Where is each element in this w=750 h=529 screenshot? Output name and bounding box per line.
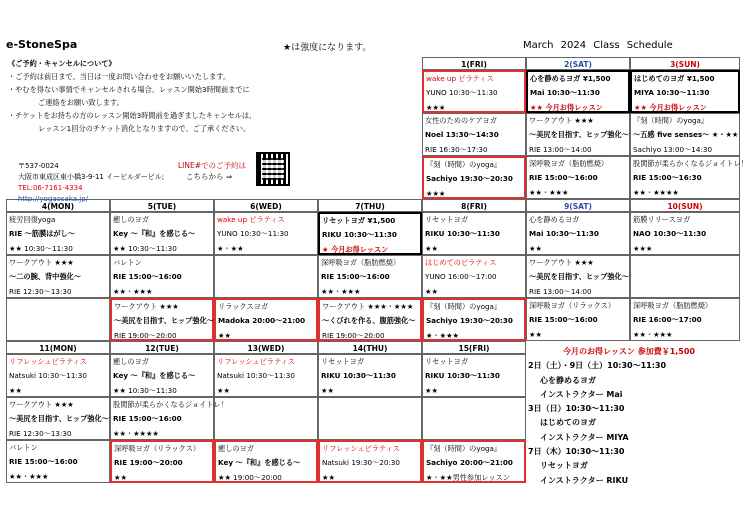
class-line: リセットヨガ ¥1,500 [322, 216, 396, 225]
class-line: 〜美尻を目指す、ヒップ強化〜 [9, 414, 109, 424]
class-line: RIE 15:00〜16:00 [113, 414, 182, 424]
class-line: はじめてのピラティス [425, 258, 497, 267]
zip-code: 〒537-0024 [18, 162, 59, 170]
class-line: Sachiyo 13:00〜14:30 [633, 144, 713, 154]
class-cell[interactable] [110, 397, 228, 440]
info-line: ・やむを得ない事情でキャンセルされる場合、レッスン開始3時間前までに [8, 85, 250, 94]
class-line: ★★ [322, 472, 335, 482]
tel[interactable]: TEL:06-7161-4334 [18, 184, 83, 192]
class-line: 癒しのヨガ [113, 215, 149, 224]
class-line: ★★ [218, 330, 231, 340]
class-line: はじめてのヨガ ¥1,500 [634, 74, 715, 83]
day-header: 13(WED) [214, 341, 318, 354]
class-line: リフレッシュピラティス [9, 357, 87, 366]
class-cell[interactable] [6, 397, 110, 440]
promo-date: 3日（日）10:30〜11:30 [528, 404, 625, 414]
class-line: ★★ 今月お得レッスン [530, 102, 603, 112]
promo-panel [518, 345, 740, 488]
class-cell[interactable] [110, 354, 214, 397]
class-line: 股関節が柔らかくなるジョイトレ！ [113, 400, 228, 409]
class-line: 深呼吸ヨガ（リラックス） [114, 444, 201, 453]
promo-instructor: インストラクター Mai [540, 389, 623, 399]
class-cell[interactable] [318, 298, 422, 341]
address: 大阪市東成区東小橋3-9-11 イービルダービル; [18, 173, 165, 181]
class-cell[interactable] [318, 212, 422, 255]
promo-class: 心を静めるヨガ [540, 375, 596, 385]
class-line: ★★・★★★★ [633, 187, 679, 197]
class-cell[interactable] [422, 397, 526, 440]
class-line: ワークアウト ★★★ [529, 116, 594, 125]
class-line: Natsuki 10:30〜11:30 [9, 371, 87, 381]
class-line: Sachiyo 19:30〜20:30 [426, 174, 513, 184]
class-line: RIE 15:00〜16:00 [9, 457, 78, 467]
promo-title: 今月のお得レッスン 参加費￥1,500 [562, 347, 695, 356]
class-line: RIE 19:00〜20:00 [114, 458, 183, 468]
class-line: ★★ [321, 385, 334, 395]
class-line: リセットヨガ [425, 357, 469, 366]
class-cell[interactable] [6, 440, 110, 483]
class-line: 『刻（時間）のyoga』 [426, 302, 502, 311]
class-line: RIE 15:00〜16:00 [113, 272, 182, 282]
class-cell[interactable] [526, 113, 630, 156]
class-line: ★★ 10:30〜11:30 [9, 243, 73, 253]
class-line: 癒しのヨガ [113, 357, 149, 366]
class-line: RIKU 10:30〜11:30 [321, 371, 396, 381]
day-header: 12(TUE) [110, 341, 214, 354]
promo-date: 2日（土）・9日（土）10:30〜11:30 [528, 361, 667, 371]
class-cell[interactable] [526, 212, 630, 255]
class-line: 女性のためのケアヨガ [425, 116, 497, 125]
class-line: 心を静めるヨガ ¥1,500 [530, 74, 611, 83]
class-line: ★★・★★★ [113, 286, 153, 296]
day-header: 15(FRI) [422, 341, 526, 354]
class-cell[interactable] [526, 255, 630, 298]
class-cell[interactable] [6, 212, 110, 255]
class-line: Key 〜『和』を感じる〜 [218, 458, 301, 468]
day-header: 5(TUE) [110, 199, 214, 212]
class-cell[interactable] [526, 70, 630, 113]
class-cell[interactable] [6, 354, 110, 397]
class-cell[interactable] [630, 156, 748, 199]
class-cell[interactable] [630, 255, 740, 298]
website-link[interactable]: http://yogaosaka.jp/ [18, 195, 89, 203]
class-line: YUNO 16:00〜17:00 [425, 272, 497, 282]
class-line: RIKU 10:30〜11:30 [425, 229, 500, 239]
info-line: ・チケットをお持ちの方のレッスン開始3時間前を過ぎましたキャンセルは、 [8, 111, 257, 120]
class-line: RIE 15:00〜16:00 [529, 173, 598, 183]
class-line: ★★ [425, 243, 438, 253]
class-line: YUNO 10:30〜11:30 [217, 229, 289, 239]
class-line: ★ 今月お得レッスン [322, 244, 389, 254]
class-cell[interactable] [318, 354, 422, 397]
class-line: ★★★ [426, 102, 446, 112]
class-cell[interactable] [214, 397, 318, 440]
class-line: 筋膜リリースヨガ [633, 215, 691, 224]
class-line: 深呼吸ヨガ（脂肪燃焼） [633, 301, 713, 310]
line-arrow: こちらから ⇒ [186, 172, 233, 181]
day-header: 2(SAT) [526, 57, 630, 70]
day-header: 14(THU) [318, 341, 422, 354]
day-header: 11(MON) [6, 341, 110, 354]
class-cell[interactable] [110, 298, 214, 341]
class-line: ★★ [114, 472, 127, 482]
promo-class: リセットヨガ [540, 461, 588, 471]
info-heading: 《ご予約・キャンセルについて》 [8, 59, 116, 68]
info-line: ご連絡をお願い致します。 [38, 98, 124, 107]
schedule-title: March 2024 Class Schedule [523, 40, 673, 51]
class-line: 股関節が柔らかくなるジョイトレ！ [633, 159, 748, 168]
class-line: ★★ 10:30〜11:30 [113, 243, 177, 253]
class-line: RIE 15:00〜16:00 [321, 272, 390, 282]
class-cell[interactable] [422, 70, 526, 113]
class-line: リラックスヨガ [218, 302, 269, 311]
class-cell[interactable] [214, 354, 318, 397]
class-line: 〜くびれを作る、腹筋強化〜 [322, 316, 416, 326]
class-cell[interactable] [422, 255, 526, 298]
class-line: RIE 13:00〜14:00 [529, 286, 592, 296]
class-cell[interactable] [6, 298, 110, 341]
class-line: Sachiyo 20:00〜21:00 [426, 458, 513, 468]
line-booking [178, 160, 246, 182]
class-line: RIE 〜筋膜はがし〜 [9, 229, 75, 239]
class-line: Natsuki 10:30〜11:30 [217, 371, 295, 381]
day-header: 4(MON) [6, 199, 110, 212]
promo-instructor: インストラクター MIYA [540, 432, 629, 442]
info-line: ・ご予約は前日まで、当日は一度お問い合わせをお願いいたします。 [8, 72, 231, 81]
day-header: 8(FRI) [422, 199, 526, 212]
class-line: 癒しのヨガ [218, 444, 254, 453]
class-line: Noel 13:30〜14:30 [425, 130, 499, 140]
class-line: ★★ 今月お得レッスン [634, 102, 707, 112]
class-line: ワークアウト ★★★ [529, 258, 594, 267]
class-line: ★★★ [633, 243, 653, 253]
class-line: 『刻（時間）のyoga』 [426, 444, 502, 453]
class-cell[interactable] [422, 354, 526, 397]
class-line: RIE 12:30〜13:30 [9, 286, 72, 296]
class-line: 疲労回復yoga [9, 215, 56, 224]
class-line: ★★ [217, 385, 230, 395]
class-line: ★★ [529, 243, 542, 253]
class-line: ★★ 10:30〜11:30 [113, 385, 177, 395]
day-header: 1(FRI) [422, 57, 526, 70]
class-line: Sachiyo 19:30〜20:30 [426, 316, 513, 326]
class-line: ★★・★★★ [321, 286, 361, 296]
class-line: ワークアウト ★★★ [114, 302, 179, 311]
class-cell[interactable] [318, 440, 422, 483]
class-line: RIKU 10:30〜11:30 [322, 230, 397, 240]
class-line: YUNO 10:30〜11:30 [426, 88, 498, 98]
class-line: RIE 16:30〜17:30 [425, 144, 488, 154]
class-line: RIE 16:00〜17:00 [633, 315, 702, 325]
class-line: RIKU 10:30〜11:30 [425, 371, 500, 381]
class-cell[interactable] [630, 212, 740, 255]
class-line: Natsuki 19:30〜20:30 [322, 458, 400, 468]
class-line: ★★ [425, 286, 438, 296]
class-cell[interactable] [214, 298, 318, 341]
class-cell[interactable] [110, 440, 214, 483]
class-line: wake up ピラティス [426, 74, 494, 83]
class-line: 深呼吸ヨガ（脂肪燃焼） [321, 258, 401, 267]
class-line: Madoka 20:00〜21:00 [218, 316, 306, 326]
class-line: Mai 10:30〜11:30 [530, 88, 600, 98]
class-line: ワークアウト ★★★ [9, 258, 74, 267]
class-line: リフレッシュピラティス [217, 357, 295, 366]
promo-class: はじめてのヨガ [540, 418, 596, 428]
class-line: ワークアウト ★★★・★★★ [322, 302, 414, 311]
day-header: 10(SUN) [630, 199, 740, 212]
class-cell[interactable] [422, 113, 526, 156]
promo-date: 7日（木）10:30〜11:30 [528, 447, 625, 457]
class-line: RIE 15:00〜16:30 [633, 173, 702, 183]
class-line: NAO 10:30〜11:30 [633, 229, 707, 239]
class-cell[interactable] [214, 440, 318, 483]
class-line: ★・★★★ [426, 330, 459, 340]
class-line: ★★・★★★★ [113, 428, 159, 438]
class-line: ★★・★★★ [529, 187, 569, 197]
class-cell[interactable] [214, 255, 318, 298]
intensity-note: ★は強度になります。 [283, 43, 372, 53]
class-line: ★★★ [426, 188, 446, 198]
class-line: バレトン [9, 443, 38, 452]
line-text: LINE#でのご予約は [178, 161, 247, 170]
class-cell[interactable] [526, 298, 630, 341]
class-line: ★★ 19:00〜20:00 [218, 472, 282, 482]
class-line: 深呼吸ヨガ（リラックス） [529, 301, 616, 310]
day-header: 3(SUN) [630, 57, 740, 70]
class-line: MIYA 10:30〜11:30 [634, 88, 710, 98]
class-cell[interactable] [110, 255, 214, 298]
class-line: ★★・★★★ [633, 329, 673, 339]
class-line: RIE 19:00〜20:00 [322, 330, 385, 340]
class-line: ★★ [529, 329, 542, 339]
class-line: Mai 10:30〜11:30 [529, 229, 599, 239]
class-cell[interactable] [526, 156, 630, 199]
class-cell[interactable] [318, 255, 422, 298]
class-line: 〜二の腕、背中強化〜 [9, 272, 81, 282]
class-line: RIE 15:00〜16:00 [529, 315, 598, 325]
class-line: Key 〜『和』を感じる〜 [113, 371, 196, 381]
class-cell[interactable] [110, 212, 214, 255]
class-cell[interactable] [630, 113, 740, 156]
class-cell[interactable] [6, 255, 110, 298]
class-line: 『刻（時間）のyoga』 [633, 116, 709, 125]
class-line: ワークアウト ★★★ [9, 400, 74, 409]
class-line: 心を静めるヨガ [529, 215, 580, 224]
class-cell[interactable] [422, 298, 526, 341]
class-cell[interactable] [422, 212, 526, 255]
class-line: 〜美尻を目指す、ヒップ強化〜 [529, 130, 629, 140]
day-header: 6(WED) [214, 199, 318, 212]
class-line: RIE 12:30〜13:30 [9, 428, 72, 438]
class-line: RIE 13:00〜14:00 [529, 144, 592, 154]
class-line: 〜美尻を目指す、ヒップ強化〜 [529, 272, 629, 282]
class-line: リセットヨガ [321, 357, 365, 366]
info-line: レッスン1回分のチケット消化となりますので、ご了承ください。 [38, 124, 251, 133]
class-line: Key 〜『和』を感じる〜 [113, 229, 196, 239]
class-line: リセットヨガ [425, 215, 469, 224]
class-cell[interactable] [630, 70, 740, 113]
class-cell[interactable] [422, 156, 526, 199]
class-line: ★★・★★★ [9, 471, 49, 481]
class-cell[interactable] [422, 440, 526, 483]
class-cell[interactable] [318, 397, 422, 440]
class-line: 深呼吸ヨガ（脂肪燃焼） [529, 159, 609, 168]
brand-name: e-StoneSpa [6, 38, 78, 51]
class-line: バレトン [113, 258, 142, 267]
class-cell[interactable] [630, 298, 740, 341]
class-line: ★・★★ [217, 243, 244, 253]
class-line: 『刻（時間）のyoga』 [426, 160, 502, 169]
day-header: 7(THU) [318, 199, 422, 212]
class-line: ★・★★男性参加レッスン [426, 472, 510, 482]
qr-code-icon[interactable] [256, 152, 290, 186]
promo-instructor: インストラクター RIKU [540, 475, 629, 485]
class-line: RIE 19:00〜20:00 [114, 330, 177, 340]
class-line: 〜美尻を目指す、ヒップ強化〜 [114, 316, 214, 326]
class-line: wake up ピラティス [217, 215, 285, 224]
day-header: 9(SAT) [526, 199, 630, 212]
class-line: ★★ [9, 385, 22, 395]
address-block [18, 161, 164, 205]
class-line: 〜五感 five senses〜 ★・★★ [633, 130, 739, 140]
class-line: リフレッシュピラティス [322, 444, 400, 453]
class-cell[interactable] [214, 212, 318, 255]
class-line: ★★ [425, 385, 438, 395]
